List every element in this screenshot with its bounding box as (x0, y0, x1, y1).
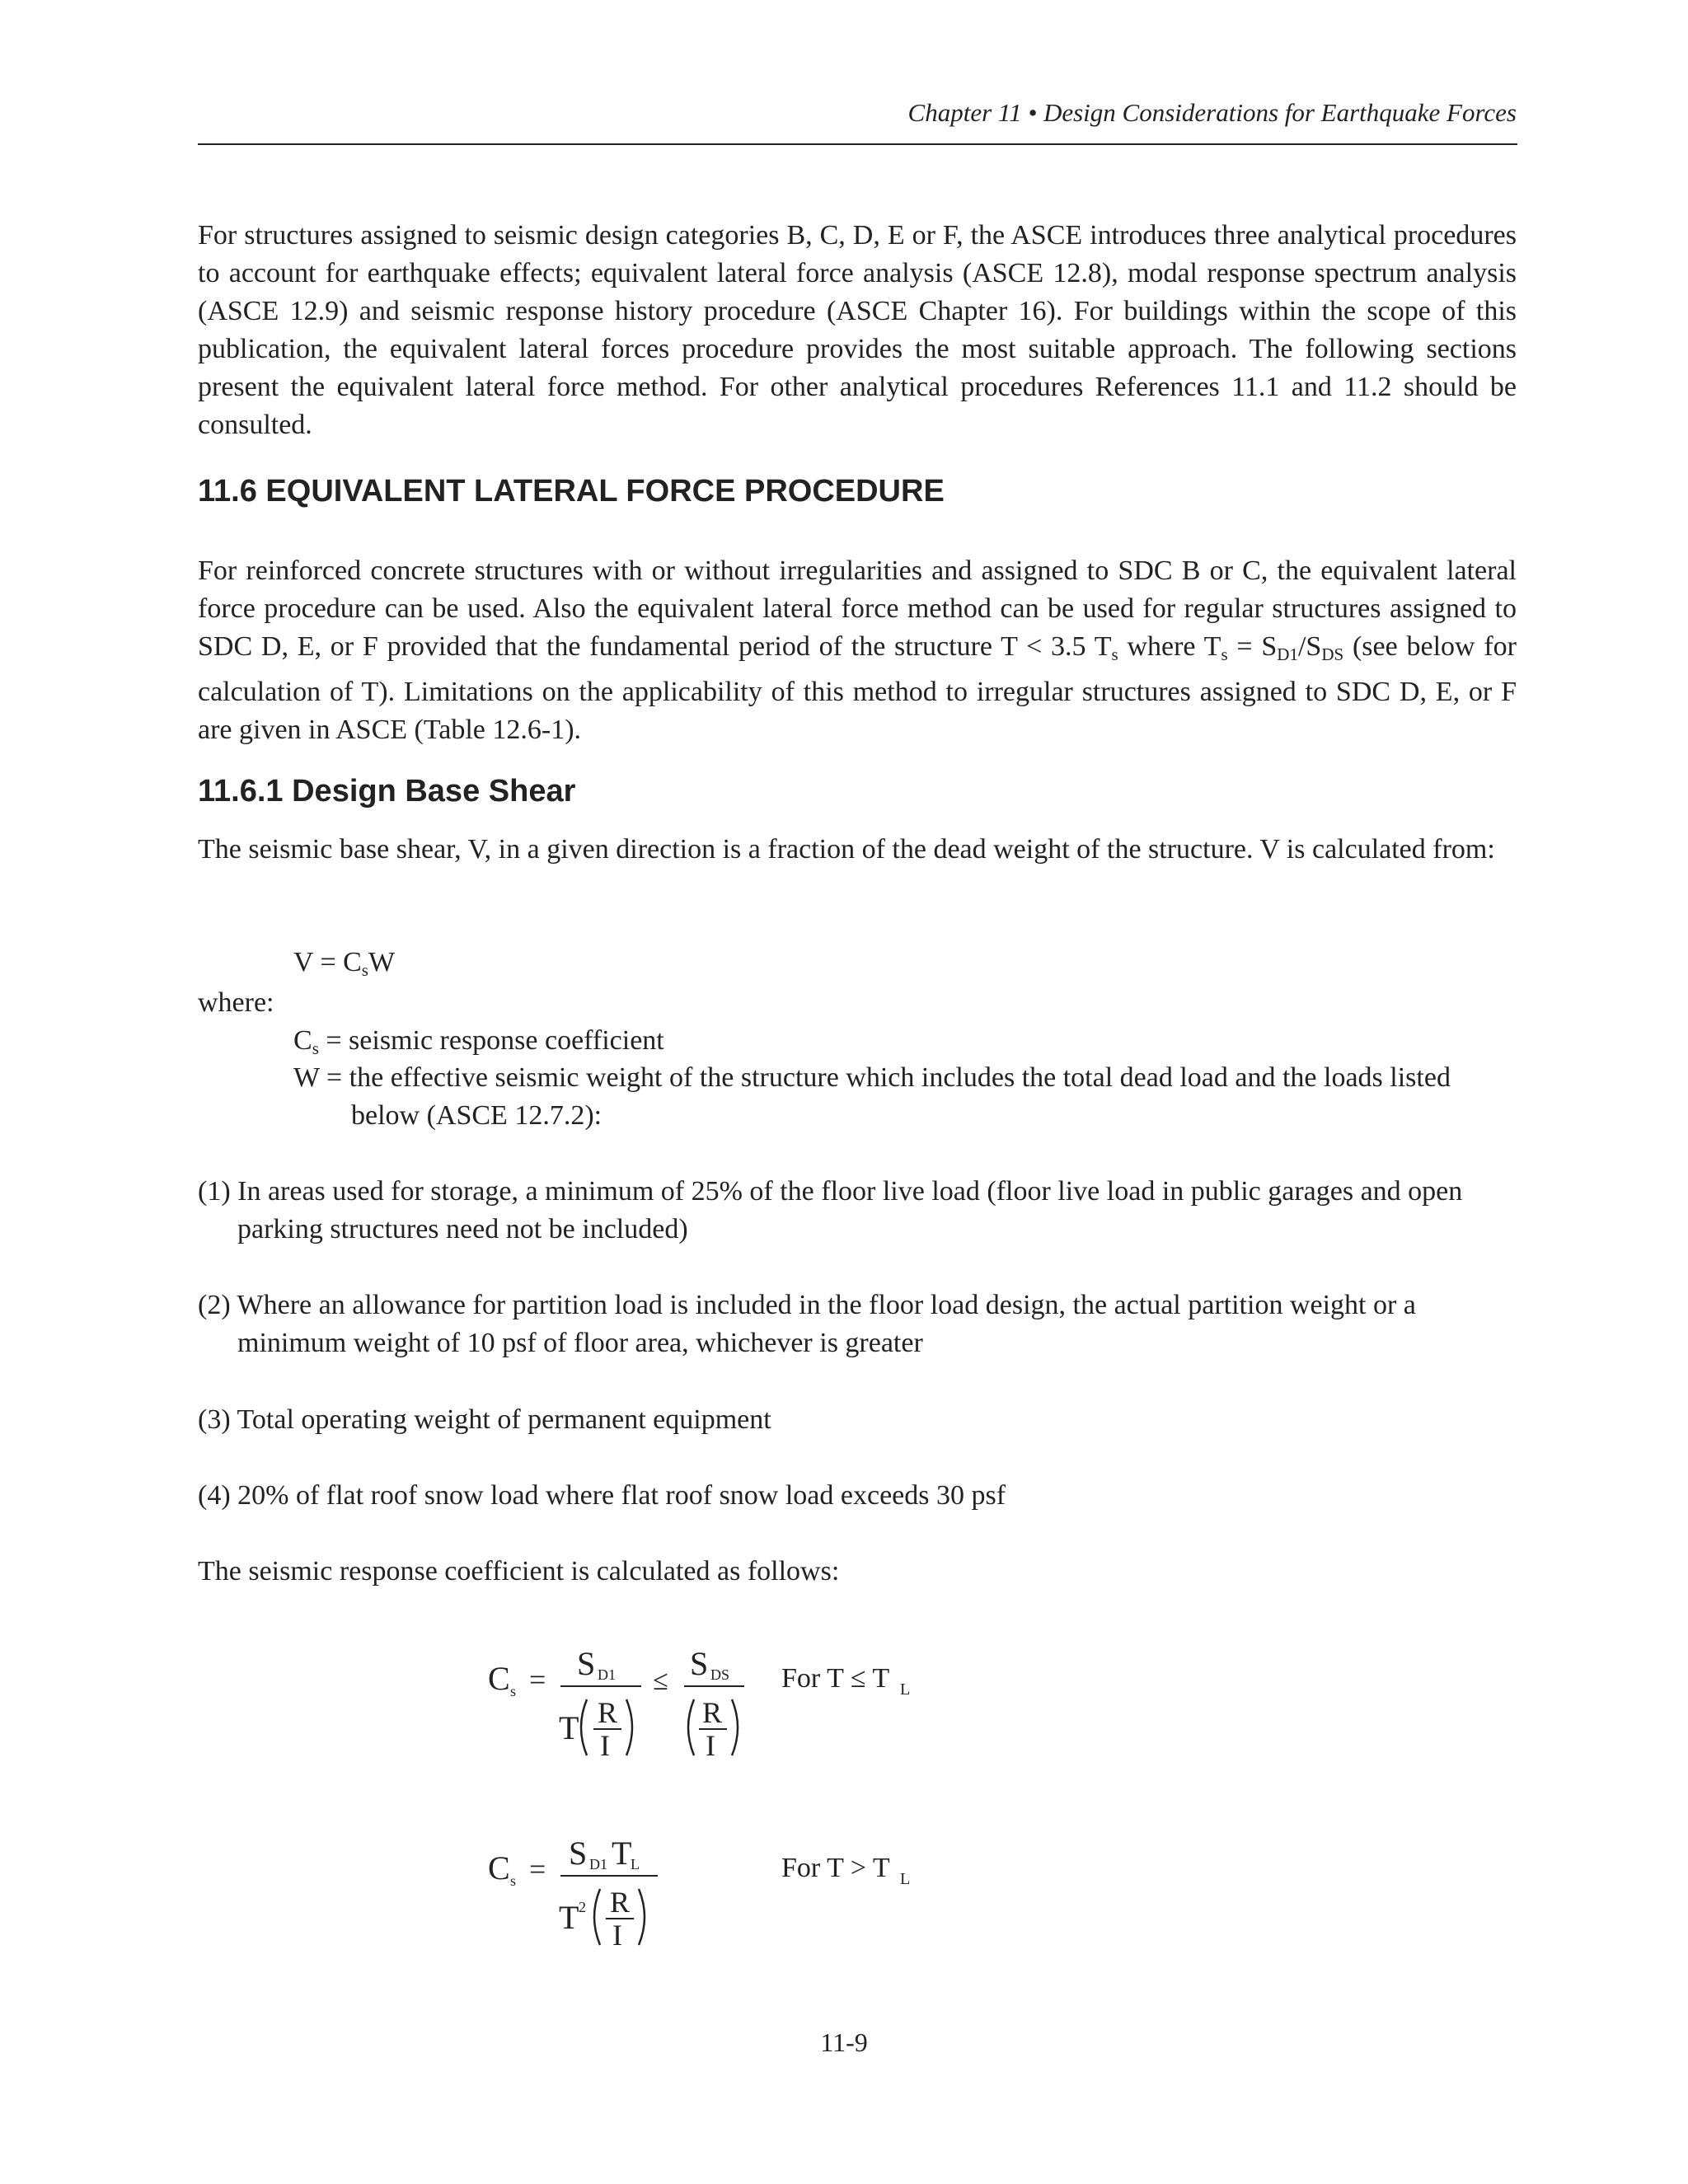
cs-equation-long-period (478, 1830, 940, 1970)
coefficient-intro: The seismic response coefficient is calculated as follows: (198, 1556, 840, 1586)
svg-text:s: s (510, 1683, 517, 1699)
svg-text:DS: DS (710, 1666, 730, 1683)
load-item-4: (4) 20% of flat roof snow load where flat roof snow load exceeds 30 psf (198, 1480, 1006, 1511)
svg-text:S: S (690, 1645, 709, 1682)
svg-text:I: I (600, 1729, 610, 1762)
svg-text:L: L (900, 1870, 911, 1888)
svg-text:For T ≤ T: For T ≤ T (781, 1663, 890, 1694)
intro-paragraph: For structures assigned to seismic design categories B, C, D, E or F, the ASCE introduces three analytical procedures to account for earthquake effects; equivalent lateral force analysis (ASCE 12.8), modal response spectrum analysis (ASCE 12.9) and seismic response history procedure (ASCE Chapter 16). For buildings within the scope of this publication, the equivalent lateral forces procedure provides the most suitable approach. The following sections present the equivalent lateral force method. For other analytical procedures References 11.1 and 11.2 should be consulted. (198, 220, 1517, 440)
running-header: Chapter 11 • Design Considerations for Earthquake Forces (907, 98, 1517, 127)
svg-text:T: T (559, 1899, 579, 1936)
load-item-2: (2) Where an allowance for partition load is included in the floor load design, the actual partition weight or a minimum weight of 10 psf of floor area, whichever is greater (198, 1290, 1416, 1358)
svg-text:I: I (706, 1729, 715, 1762)
svg-text:s: s (510, 1872, 517, 1889)
svg-text:C: C (488, 1660, 510, 1697)
svg-text:≤: ≤ (653, 1666, 668, 1696)
base-shear-equation: $V = C_sW$ (293, 947, 396, 980)
header-rule (198, 143, 1517, 145)
svg-text:I: I (612, 1919, 622, 1952)
definition-cs: $C_s$ = seismic response coefficient (293, 1025, 664, 1058)
svg-text:=: = (529, 1853, 546, 1886)
svg-text:D1: D1 (589, 1856, 607, 1872)
definition-w-continued: below (ASCE 12.7.2): (351, 1100, 603, 1131)
svg-text:T: T (559, 1709, 579, 1746)
svg-text:=: = (529, 1663, 546, 1696)
section-paragraph: For reinforced concrete structures with or without irregularities and assigned to SDC B or C, the equivalent lateral force procedure can be used. Also the equivalent lateral force method can be used for regular structures assigned to SDC D, E, or F provided that the fundamental period of the structure T < 3.5 $T_s$ where $T_s = S_{D1}/S_{DS}$ (see below for calculation of T). Limitations on the applicability of this method to irregular structures assigned to SDC D, E, or F are given in ASCE (Table 12.6-1). (198, 555, 1517, 745)
svg-text:D1: D1 (598, 1666, 616, 1683)
load-item-1: (1) In areas used for storage, a minimum of 25% of the floor live load (floor live load in public garages and open parking structures need not be included) (198, 1176, 1463, 1244)
cs-equation-short-period (478, 1640, 940, 1780)
subsection-heading: 11.6.1 Design Base Shear (198, 774, 576, 808)
svg-text:C: C (488, 1849, 510, 1886)
svg-text:L: L (900, 1680, 911, 1699)
svg-text:S: S (569, 1835, 588, 1872)
where-label: where: (198, 987, 274, 1018)
svg-text:R: R (702, 1696, 723, 1729)
page-number: 11-9 (820, 2027, 868, 2057)
svg-text:T: T (612, 1835, 632, 1872)
base-shear-paragraph: The seismic base shear, V, in a given direction is a fraction of the dead weight of the structure. V is calculated from: (198, 834, 1495, 865)
svg-text:R: R (610, 1886, 631, 1919)
section-heading: 11.6 EQUIVALENT LATERAL FORCE PROCEDURE (198, 474, 945, 509)
svg-text:S: S (577, 1645, 596, 1682)
svg-text:L: L (631, 1856, 640, 1872)
svg-text:R: R (598, 1696, 618, 1729)
svg-text:2: 2 (579, 1899, 586, 1915)
svg-text:For T > T: For T > T (781, 1853, 890, 1883)
load-item-3: (3) Total operating weight of permanent equipment (198, 1404, 771, 1435)
definition-w: W = the effective seismic weight of the structure which includes the total dead load and the loads listed (293, 1062, 1451, 1093)
